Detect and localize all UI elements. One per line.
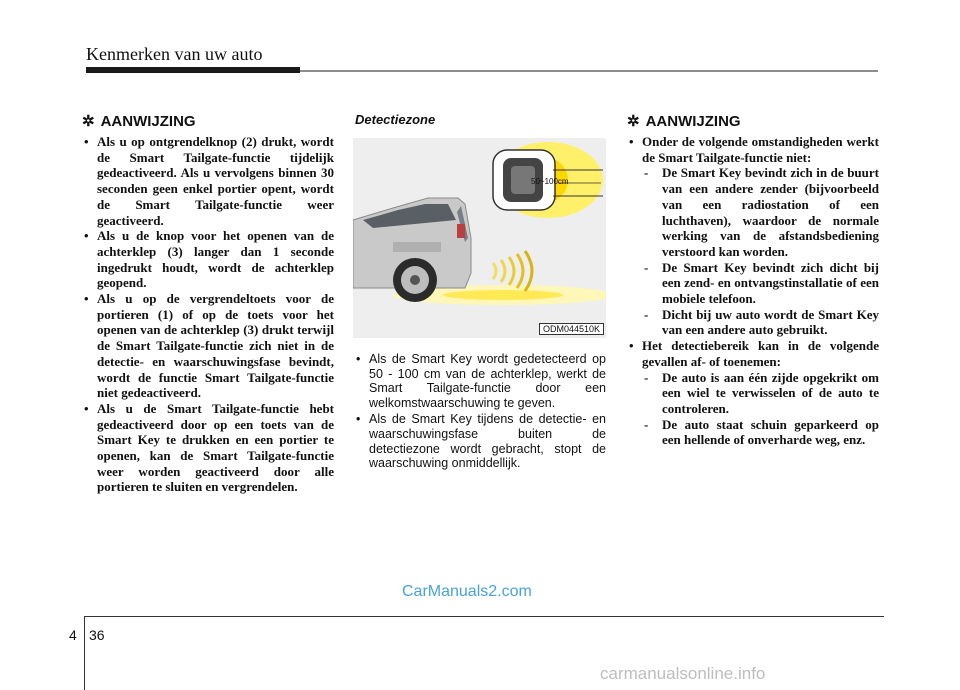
header-rule-accent xyxy=(86,67,300,73)
list-item-intro: Onder de volgende omstandigheden werkt de Smart Tailgate-functie niet: xyxy=(642,134,879,165)
list-item: • Als u op de vergrendeltoets voor de portieren (1) of op de toets voor het openen van de achterklep (3) drukt terwijl de Smart Tailgate-functie zich niet in de detectie- en waarschuwingsfase bevindt, wordt de functie Smart Tailgate-functie niet gedeactiveerd. xyxy=(80,291,334,401)
list-item-intro: Het detectiebereik kan in de volgende gevallen af- of toenemen: xyxy=(642,338,879,369)
sub-list-item: - De auto staat schuin geparkeerd op een hellende of onverharde weg, enz. xyxy=(642,417,879,448)
sub-list-item: - De auto is aan één zijde opgekrikt om een wiel te verwisselen of de auto te controleren. xyxy=(642,370,879,417)
note-list xyxy=(80,134,334,495)
list-item: • Als u de Smart Tailgate-functie hebt gedeactiveerd door op een toets van de Smart Key te drukken en een portier te openen, kan de Smart Tailgate-functie weer worden geactiveerd door alle portieren te sluiten en vergrendelen. xyxy=(80,401,334,495)
range-label: 50~100cm xyxy=(531,177,569,186)
list-item: • Als u op ontgrendelknop (2) drukt, wordt de Smart Tailgate-functie tijdelijk gedeactiveerd. Als u vervolgens binnen 30 seconden geen enkel portier opent, wordt de Smart Tailgate-functie weer geactiveerd. xyxy=(80,134,334,228)
note-heading-label: AANWIJZING xyxy=(645,112,741,130)
sub-list-item: - De Smart Key bevindt zich in de buurt van een andere zender (bijvoorbeeld van een radiostation of een luchthaven), waardoor de normale werking van de afstandsbediening verstoord kan worden. xyxy=(642,165,879,259)
column-middle xyxy=(353,108,606,473)
list-item: • Als de Smart Key tijdens de detectie- en waarschuwingsfase buiten de detectiezone wordt gebracht, stopt de waarschuwing onmiddellijk. xyxy=(353,412,606,470)
sub-list xyxy=(642,165,879,338)
sub-list-item: - De Smart Key bevindt zich dicht bij een zend- en ontvangstinstallatie of een mobiele telefoon. xyxy=(642,260,879,307)
note-heading xyxy=(627,112,879,130)
list-item xyxy=(625,134,879,338)
note-list xyxy=(625,134,879,448)
list-item: • Als u de knop voor het openen van de achterklep (3) langer dan 1 seconde ingedrukt houdt, wordt de achterklep geopend. xyxy=(80,228,334,291)
footer-rule xyxy=(84,616,884,617)
list-item xyxy=(625,338,879,448)
detection-list xyxy=(353,352,606,471)
sub-list xyxy=(642,370,879,449)
page-header-title: Kenmerken van uw auto xyxy=(86,44,263,64)
car-rear-illustration xyxy=(353,138,606,338)
page-section-number: 4 xyxy=(69,627,77,643)
column-right xyxy=(625,108,879,448)
column-left xyxy=(80,108,334,495)
detection-zone-figure xyxy=(353,138,606,338)
note-heading-label: AANWIJZING xyxy=(100,112,196,130)
watermark-link[interactable]: CarManuals2.com xyxy=(402,583,532,600)
figure-caption: ODM044510K xyxy=(539,323,604,335)
note-cross-icon: ✲ xyxy=(82,113,95,130)
note-cross-icon: ✲ xyxy=(627,113,640,130)
sub-list-item: - Dicht bij uw auto wordt de Smart Key van een andere auto gebruikt. xyxy=(642,307,879,338)
page-number: 36 xyxy=(89,627,105,643)
section-title: Detectiezone xyxy=(355,112,436,127)
list-item: • Als de Smart Key wordt gedetecteerd op 50 - 100 cm van de achterklep, werkt de Smart Tailgate-functie door een welkomstwaarschuwing te geven. xyxy=(353,352,606,410)
note-heading xyxy=(82,112,334,130)
footer-watermark: carmanualsonline.info xyxy=(600,664,766,683)
page-number-divider xyxy=(84,616,85,690)
